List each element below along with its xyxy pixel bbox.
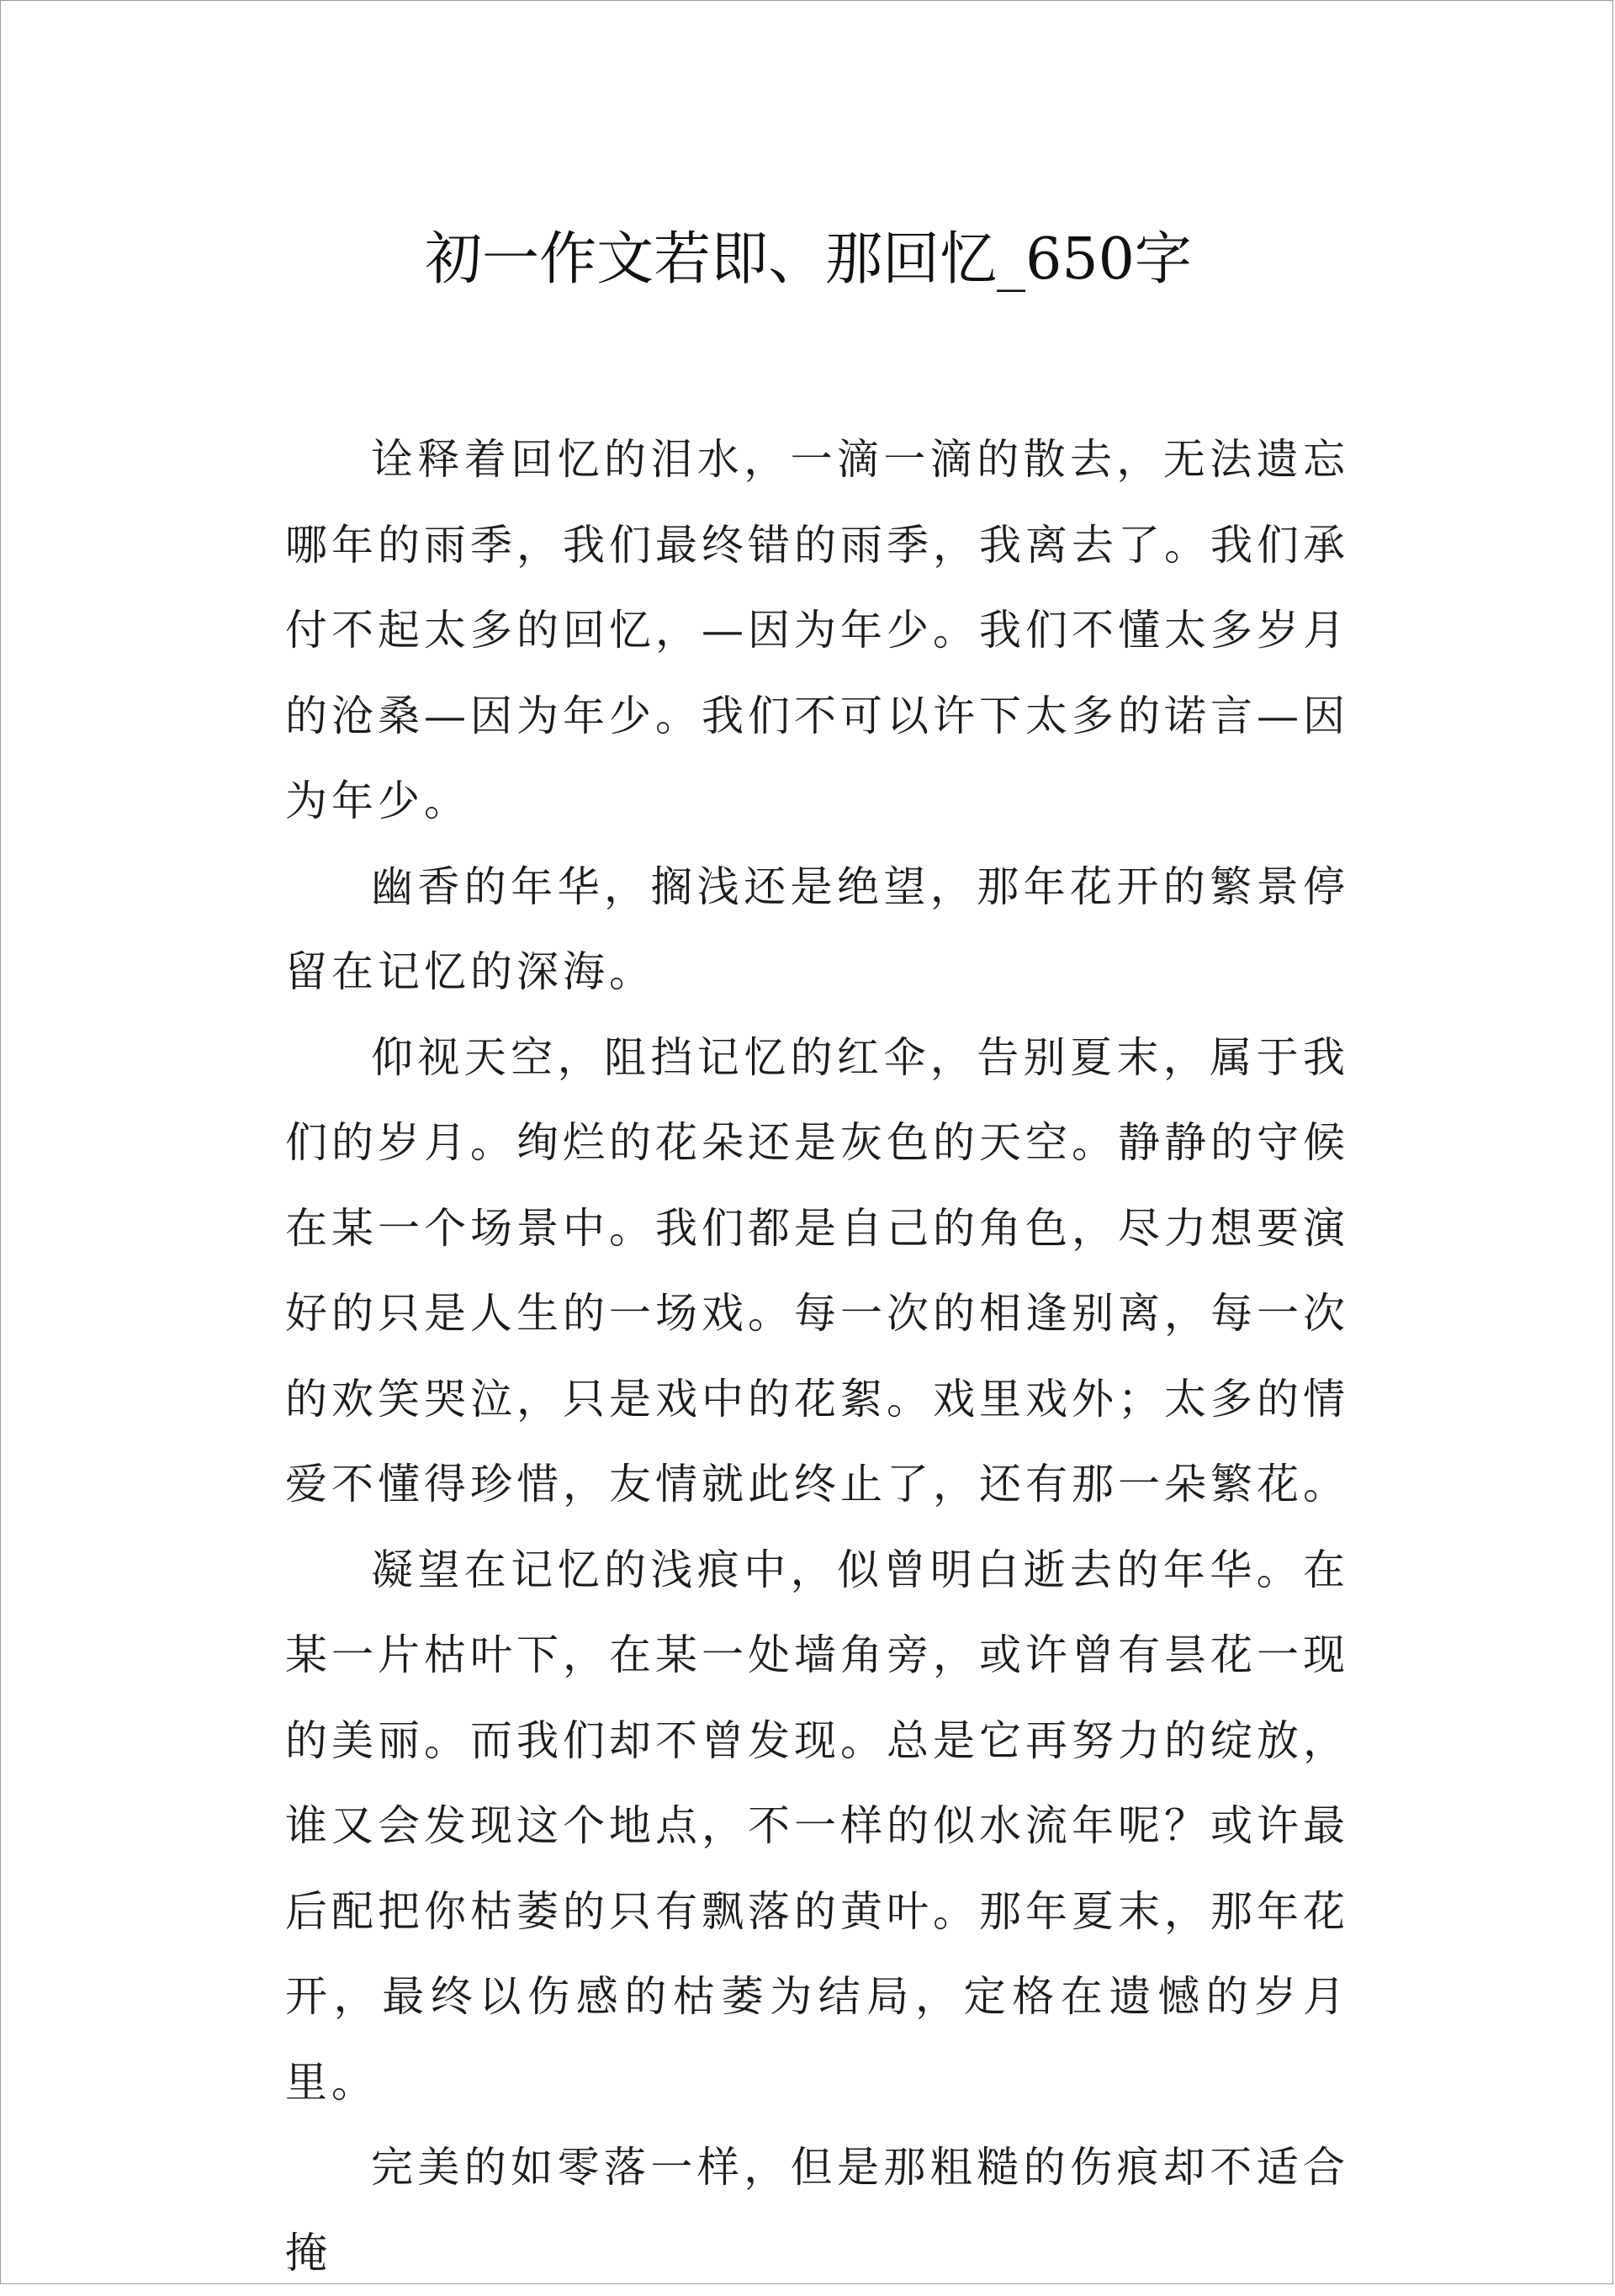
document-title: 初一作文若即、那回忆_650字 — [425, 226, 1192, 293]
paragraph-2: 幽香的年华，搁浅还是绝望，那年花开的繁景停留在记忆的深海。 — [285, 862, 1349, 996]
paragraph-3: 仰视天空，阻挡记忆的红伞，告别夏末，属于我们的岁月。绚烂的花朵还是灰色的天空。静静的守候在某一个场景中。我们都是自己的角色，尽力想要演好的只是人生的一场戏。每一次的相逢别离，每一次的欢笑哭泣，只是戏中的花絮。戏里戏外；太多的情爱不懂得珍惜，友情就此终止了，还有那一朵繁花。 — [285, 1032, 1349, 1509]
paragraph-5: 完美的如零落一样，但是那粗糙的伤痕却不适合掩 — [285, 2143, 1349, 2277]
paragraph-4: 凝望在记忆的浅痕中，似曾明白逝去的年华。在某一片枯叶下，在某一处墙角旁，或许曾有昙花一现的美丽。而我们却不曾发现。总是它再努力的绽放，谁又会发现这个地点，不一样的似水流年呢？或许最后配把你枯萎的只有飘落的黄叶。那年夏末，那年花开，最终以伤感的枯萎为结局，定格在遗憾的岁月里。 — [285, 1545, 1349, 2107]
paragraph-1: 诠释着回忆的泪水，一滴一滴的散去，无法遗忘哪年的雨季，我们最终错的雨季，我离去了。我们承付不起太多的回忆，—因为年少。我们不懂太多岁月的沧桑—因为年少。我们不可以许下太多的诺言—因为年少。 — [285, 435, 1349, 825]
document-body — [285, 417, 1349, 2296]
